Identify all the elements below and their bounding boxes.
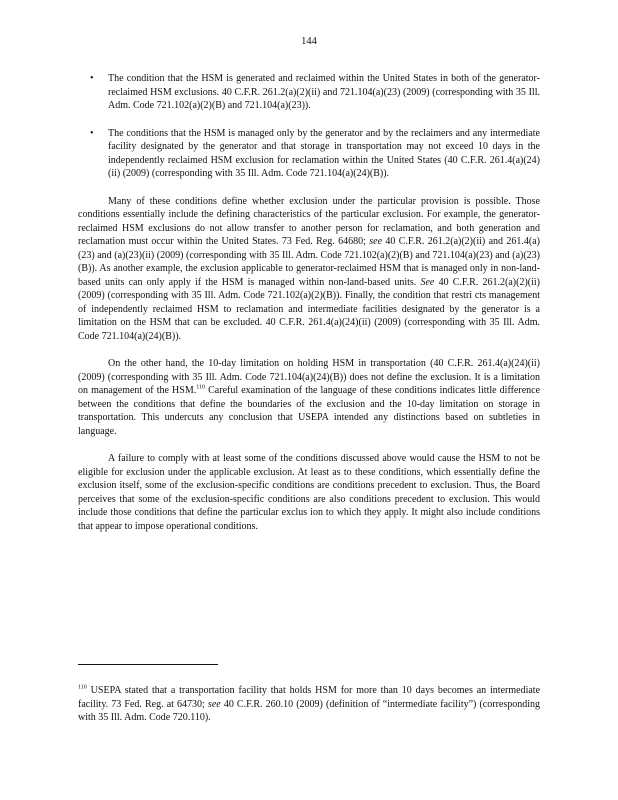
paragraph — [78, 357, 540, 438]
bullet-item — [78, 72, 540, 113]
footnote-text: 40 C.F.R. 260.10 (2009) (definition of “intermediate facility”) (corresponding with 35 Ill. Adm. Code 720.110). — [78, 698, 541, 723]
paragraph-text: Careful examination of the language of these conditions indicates little difference between the conditions that define the boundaries of the exclusion and the 10-day limitation on storage in transportation. This undercuts any conclusion that USEPA intended any distinctions based on subtleties in language. — [78, 385, 541, 437]
footnote-divider — [78, 664, 218, 665]
citation-signal: see — [207, 698, 221, 710]
paragraph-text: On the other hand, the 10-day limitation on holding HSM in transportation (40 C.F.R. 261.4(a)(24)(ii) (2009) (corresponding with 35 Ill. Adm. Code 721.104(a)(24)(B)) does not define the exclusion. It is a limitation on management of the HSM. — [78, 358, 540, 396]
paragraph — [78, 195, 540, 344]
bullet-icon: • — [90, 73, 94, 84]
bullet-icon: • — [90, 127, 94, 139]
paragraph: A failure to comply with at least some of the conditions discussed above would cause the HSM to not be eligible for exclusion under the applicable exclusion. At least as to these conditions, which essentially define the exclusion itself, some of the exclusion-specific conditions are conditions precedent to exclusion. Thus, the Board perceives that some of the exclusion-specific conditions are also conditions precedent to exclusion. This would include those conditions that define the particular exclus ion to which they apply. It might also include conditions that appear to impose operational conditions. — [78, 453, 540, 532]
body-text — [78, 72, 540, 547]
paragraph-text: 40 C.F.R. 261.2(a)(2)(ii) and 261.4(a)(23) and (a)(23)(ii) (2009) (corresponding with 35 Ill. Adm. Code 721.102(a)(2)(B) and 721.104(a)(23) and (a)(23)(B)). As another example, the exclusion applicable to generator-reclaimed HSM that is managed only in non-land-based units can only apply if the HSM is managed within non-land-based units. — [78, 236, 540, 288]
bullet-text: The condition that the HSM is generated and reclaimed within the United States in both of the generator-reclaimed HSM exclusions. 40 C.F.R. 261.2(a)(2)(ii) and 721.104(a)(23) (2009) (corresponding with 35 Ill. Adm. Code 721.102(a)(2)(B) and 721.104(a)(23)). — [108, 73, 540, 111]
bullet-item — [78, 127, 540, 181]
bullet-text: The conditions that the HSM is managed only by the generator and by the reclaimers and any intermediate facility designated by the generator and that storage in transportation may not exceed 10 days in the independently reclaimed HSM exclusion for reclamation within the United States (40 C.F.R. 261.4(a)(24)(ii) (2009) (corresponding with 35 Ill. Adm. Code 721.104(a)(24)(B)). — [108, 127, 540, 179]
citation-signal: See — [420, 276, 435, 288]
citation-signal: see — [369, 236, 383, 247]
footnote — [78, 684, 540, 725]
page-number: 144 — [301, 36, 317, 47]
paragraph-text: 40 C.F.R. 261.2(a)(2)(ii) (2009) (corresponding with 35 Ill. Adm. Code 721.102(a)(2)(B)). Finally, the condition that restri cts management of independently reclaimed HSM to reclamation and intermediate facilities designated by the generator is a limitation on the HSM that can be excluded. 40 C.F.R. 261.4(a)(24)(ii) (2009) (corresponding with 35 Ill. Adm. Code 721.104(a)(24)(B)). — [78, 276, 541, 342]
paragraph-text: Many of these conditions define whether exclusion under the particular provision is possible. Those conditions essentially include the defining characteristics of the particular exclusion. For example, the generator-reclaimed HSM exclusions do not allow transfer to another person for reclamation, and both generation and reclamation must occur within the United States. 73 Fed. Reg. 64680; — [78, 195, 540, 247]
footnote-text: USEPA stated that a transportation facility that holds HSM for more than 10 days becomes an intermediate facility. 73 Fed. Reg. at 64730; — [78, 685, 541, 710]
footnote-number: 110 — [78, 684, 87, 691]
footnote-reference[interactable]: 110 — [196, 384, 206, 391]
